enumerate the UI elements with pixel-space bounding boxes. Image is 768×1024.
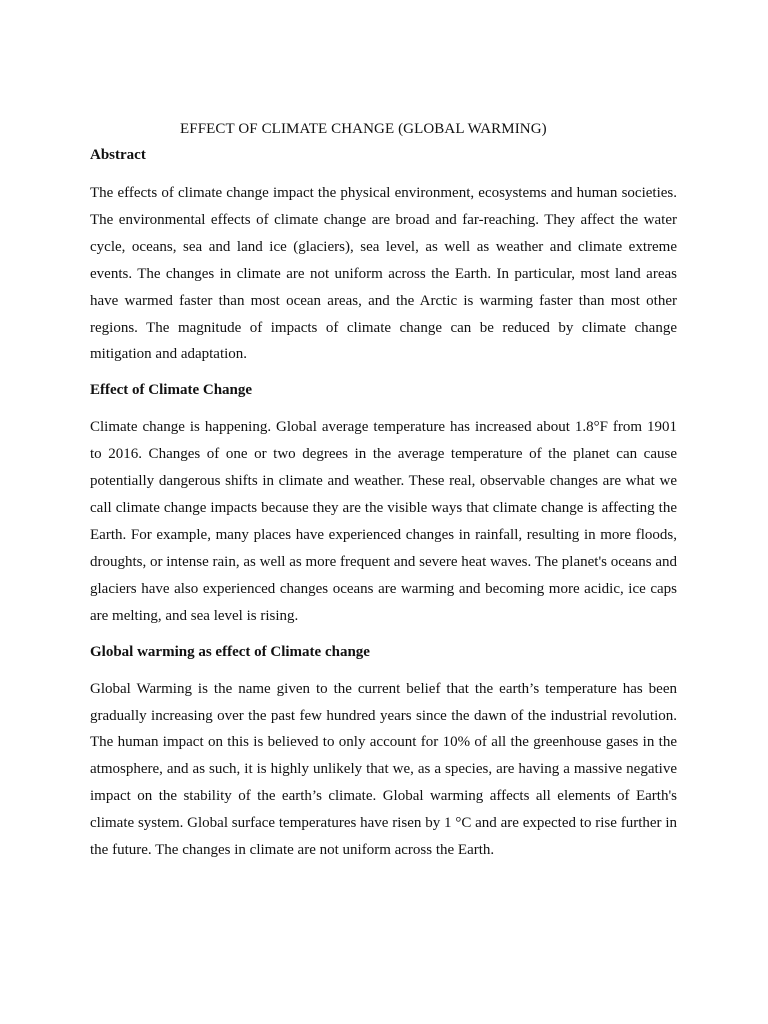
section-body-effect-of-climate-change: Climate change is happening. Global average temperature has increased about 1.8°F from 1901 to 2016. Changes of one or two degrees in the average temperature of the planet can cause potentially dangerous shifts in climate and weather. These real, observable changes are what we call climate change impacts because they are the visible ways that climate change is affecting the Earth. For example, many places have experienced changes in rainfall, resulting in more floods, droughts, or intense rain, as well as more frequent and severe heat waves. The planet's oceans and glaciers have also experienced changes oceans are warming and becoming more acidic, ice caps are melting, and sea level is rising.	[90, 419, 677, 624]
section-body-global-warming: Global Warming is the name given to the current belief that the earth’s temperature has been gradually increasing over the past few hundred years since the dawn of the industrial revolution. The human impact on this is believed to only account for 10% of all the greenhouse gases in the atmosphere, and as such, it is highly unlikely that we, as a species, are having a massive negative impact on the stability of the earth’s climate. Global warming affects all elements of Earth's climate system. Global surface temperatures have risen by 1 °C and are expected to rise further in the future. The changes in climate are not uniform across the Earth.	[90, 680, 677, 859]
section-heading-global-warming: Global warming as effect of Climate change	[90, 643, 370, 660]
document-page	[90, 118, 677, 864]
section-heading-abstract: Abstract	[90, 147, 146, 163]
document-title: EFFECT OF CLIMATE CHANGE (GLOBAL WARMING)	[180, 121, 547, 137]
section-body-abstract: The effects of climate change impact the physical environment, ecosystems and human societies. The environmental effects of climate change are broad and far-reaching. They affect the water cycle, oceans, sea and land ice (glaciers), sea level, as well as weather and climate extreme events. The changes in climate are not uniform across the Earth. In particular, most land areas have warmed faster than most ocean areas, and the Arctic is warming faster than most other regions. The magnitude of impacts of climate change can be reduced by climate change mitigation and adaptation.	[90, 185, 677, 363]
section-heading-effect-of-climate-change: Effect of Climate Change	[90, 382, 253, 399]
